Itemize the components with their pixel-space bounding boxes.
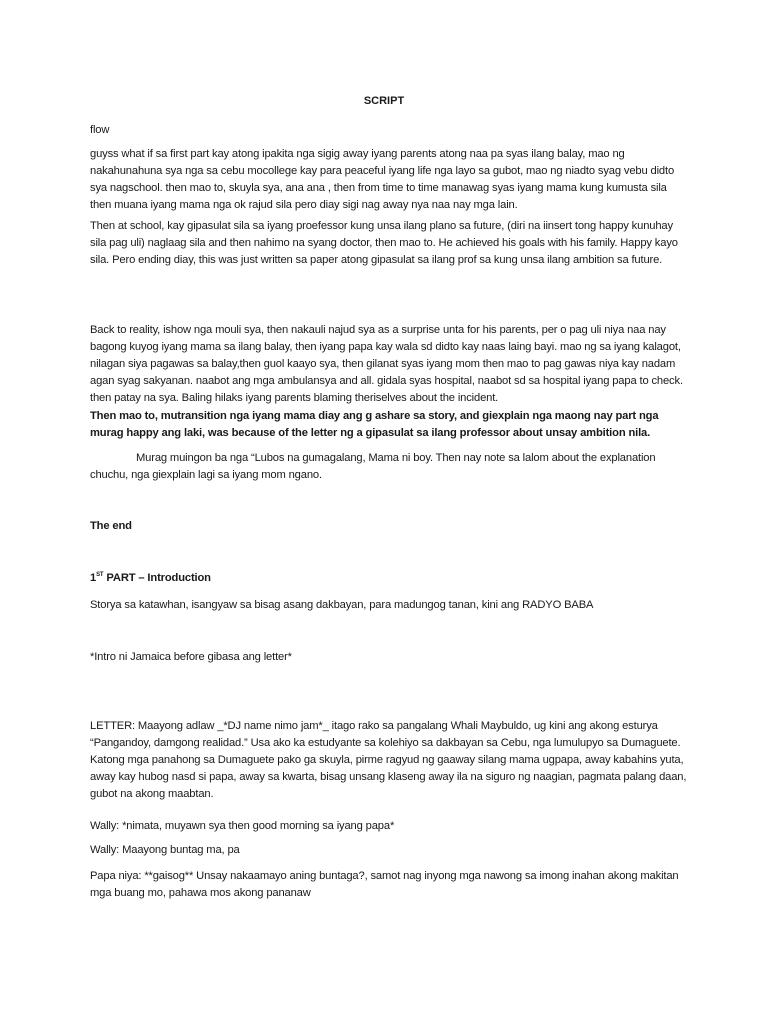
intro-line: Storya sa katawhan, isangyaw sa bisag asang dakbayan, para madungog tanan, kini ang RADYO BABA <box>90 599 594 611</box>
paragraph-2: Then at school, kay gipasulat sila sa iyang proefessor kung unsa ilang plano sa future, (diri na iinsert tong happy kunuhay sila pag uli) naglaag sila and then nahimo na syang doctor, then mao to. He achieved his goals with his family. Happy kayo sila. Pero ending diay, this was just written sa paper atong gipasulat sa ilang prof sa kung unsa ilang ambition sa future. <box>90 220 678 266</box>
paragraph-5: Murag muingon ba nga “Lubos na gumagalang, Mama ni boy. Then nay note sa lalom about the explanation chuchu, nga giexplain lagi sa iyang mom ngano. <box>90 452 656 481</box>
dialogue-line: Wally: Maayong buntag ma, pa <box>90 844 240 856</box>
document-title: SCRIPT <box>363 95 405 107</box>
part1-heading-text: PART – Introduction <box>103 572 211 584</box>
dialogue-line: Papa niya: **gaisog** Unsay nakaamayo aning buntaga?, samot nag inyong mga nawong sa imong inahan akong makitan mga buang mo, pahawa mos akong pananaw <box>90 870 679 899</box>
letter-paragraph: LETTER: Maayong adlaw _*DJ name nimo jam*_ itago rako sa pangalang Whali Maybuldo, ug kini ang akong esturya “Pangandoy, damgong realidad.” Usa ako ka estudyante sa kolehiyo sa dakbayan sa Cebu, nga lumulupyo sa Dumaguete. Katong mga panahong sa Dumaguete pako ga skuyla, pirme ragyud ng gaaway silang mama ugpapa, away kabahins yuta, away kay hubog nasd si papa, away sa kwarta, bisag unsang klaseng away ila na siguro ng naagian, pagmata palang daan, gubot na akong maabtan. <box>90 720 687 800</box>
part1-number: 1 <box>90 572 97 584</box>
the-end-heading: The end <box>90 520 132 532</box>
stage-note: *Intro ni Jamaica before gibasa ang letter* <box>90 651 292 663</box>
part1-ordinal: ST <box>96 572 104 578</box>
paragraph-3: Back to reality, ishow nga mouli sya, then nakauli najud sya as a surprise unta for his parents, per o pag uli niya naa nay bagong kuyog iyang mama sa ilang balay, then iyang papa kay wala sd didto kay naas laing bayi. mao ng sa iyang kalagot, nilagan siya pagawas sa balay,then guol kaayo sya, then gilanat syas iyang mom then mao to pag gawas niya kay nadam agan syag sakyanan. naabot ang mga ambulansya and all. gidala syas hospital, naabot sd sa hospital iyang papa to check. then patay na sya. Baling hilaks iyang parents blaming theriselves about the incident. <box>90 324 683 404</box>
dialogue-line: Wally: *nimata, muyawn sya then good morning sa iyang papa* <box>90 820 395 832</box>
paragraph-1: guyss what if sa first part kay atong ipakita nga sigig away iyang parents atong naa pa syas ilang balay, mao ng nakahunahuna sya nga sa cebu mocollege kay para peaceful iyang life nga layo sa gubot, mao ng niadto syag vebu didto sya nagschool. then mao to, skuyla sya, ana ana , then from time to time manawag syas iyang mama kung kumusta sila then muana iyang mama nga ok rajud sila pero diay sigi nag away nya naa nay mga lain. <box>90 148 675 211</box>
paragraph-4-bold: Then mao to, mutransition nga iyang mama diay ang g ashare sa story, and giexplain nga maong nay part nga murag happy ang laki, was because of the letter ng a gipasulat sa ilang professor about unsay ambition nila. <box>90 410 659 439</box>
flow-label: flow <box>90 124 110 136</box>
part1-heading <box>90 570 690 587</box>
